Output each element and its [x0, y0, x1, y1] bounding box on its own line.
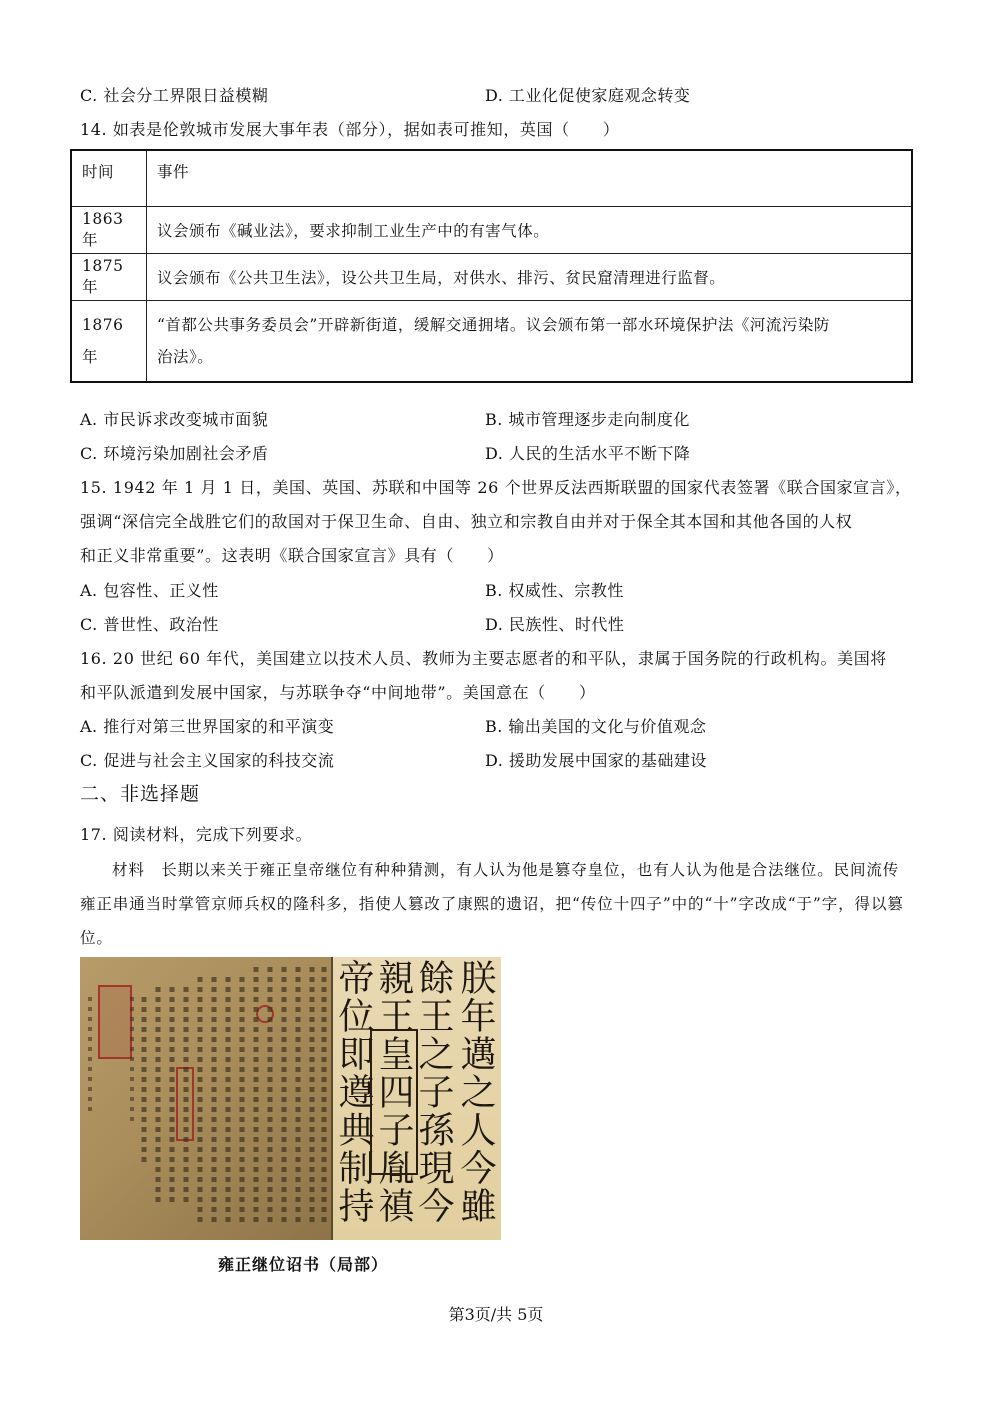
q17-stem: 17. 阅读材料，完成下列要求。	[80, 825, 313, 844]
q17-material	[80, 853, 905, 955]
zoom-highlight-box-icon	[370, 1029, 418, 1175]
zoom-column-1: 朕年邁之人今雖	[455, 959, 496, 1225]
q14-option-b: B. 城市管理逐步走向制度化	[485, 410, 690, 429]
table-row	[71, 301, 912, 383]
q14-option-a: A. 市民诉求改变城市面貌	[80, 410, 269, 429]
row-event-line2: 治法》。	[157, 348, 214, 366]
header-time: 时间	[71, 150, 147, 207]
q13-option-c: C. 社会分工界限日益模糊	[80, 86, 269, 105]
q16-line1: 16. 20 世纪 60 年代，美国建立以技术人员、教师为主要志愿者的和平队，隶属于国务院的行政机构。美国将	[80, 649, 887, 668]
section-heading: 二、非选择题	[80, 783, 201, 805]
q16-option-c: C. 促进与社会主义国家的科技交流	[80, 751, 335, 770]
q14-option-d: D. 人民的生活水平不断下降	[485, 444, 691, 463]
row-year: 1876年	[71, 301, 147, 383]
q15-line2: 强调“深信完全战胜它们的敌国对于保卫生命、自由、独立和宗教自由并对于保全其本国和其他各国的人权	[80, 512, 853, 531]
table-row	[71, 207, 912, 254]
q15-option-d: D. 民族性、时代性	[485, 615, 625, 634]
table-header-row	[71, 150, 912, 207]
page-number: 第3页/共 5页	[448, 1305, 544, 1324]
q15-line1: 15. 1942 年 1 月 1 日，美国、英国、苏联和中国等 26 个世界反法西斯联盟的国家代表签署《联合国家宣言》，	[80, 478, 912, 497]
q15-line3: 和正义非常重要”。这表明《联合国家宣言》具有（ ）	[80, 546, 504, 565]
q13-option-d: D. 工业化促使家庭观念转变	[485, 86, 691, 105]
row-event: 议会颁布《碱业法》，要求抑制工业生产中的有害气体。	[147, 207, 913, 254]
edict-zoom-detail	[331, 957, 501, 1240]
q15-option-a: A. 包容性、正义性	[80, 581, 219, 600]
q14-option-c: C. 环境污染加剧社会矛盾	[80, 444, 269, 463]
q16-option-a: A. 推行对第三世界国家的和平演变	[80, 717, 335, 736]
q14-stem: 14. 如表是伦敦城市发展大事年表（部分），据如表可推知，英国（ ）	[80, 120, 620, 139]
edict-image	[80, 957, 501, 1240]
q15-option-b: B. 权威性、宗教性	[485, 581, 624, 600]
q17-material-text: 材料 长期以来关于雍正皇帝继位有种种猜测，有人认为他是篡夺皇位，也有人认为他是合法继位。民间流传雍正串通当时掌管京师兵权的隆科多，指使人篡改了康熙的遗诏，把“传位十四子”中的“十”字改成“于”字，得以篡位。	[80, 861, 904, 947]
zoom-column-3: 親王皇四子胤禛	[373, 959, 414, 1225]
header-event: 事件	[147, 150, 913, 207]
table-row	[71, 254, 912, 301]
london-events-table	[70, 149, 913, 383]
edict-full-document	[80, 957, 331, 1240]
q15-option-c: C. 普世性、政治性	[80, 615, 219, 634]
q16-line2: 和平队派遣到发展中国家，与苏联争夺“中间地带”。美国意在（ ）	[80, 683, 596, 702]
q16-option-d: D. 援助发展中国家的基础建设	[485, 751, 707, 770]
zoom-column-2: 餘王之子孫現今	[413, 959, 454, 1225]
document-script-texture	[80, 957, 331, 1240]
zoom-column-4: 帝位即遵典制持	[333, 959, 374, 1225]
row-event	[147, 301, 913, 383]
row-event-line1: “首都公共事务委员会”开辟新街道，缓解交通拥堵。议会颁布第一部水环境保护法《河流污染防	[157, 316, 830, 334]
row-year: 1875年	[71, 254, 147, 301]
q16-option-b: B. 输出美国的文化与价值观念	[485, 717, 707, 736]
row-event: 议会颁布《公共卫生法》，设公共卫生局，对供水、排污、贫民窟清理进行监督。	[147, 254, 913, 301]
image-caption: 雍正继位诏书（局部）	[218, 1255, 389, 1274]
row-year: 1863年	[71, 207, 147, 254]
